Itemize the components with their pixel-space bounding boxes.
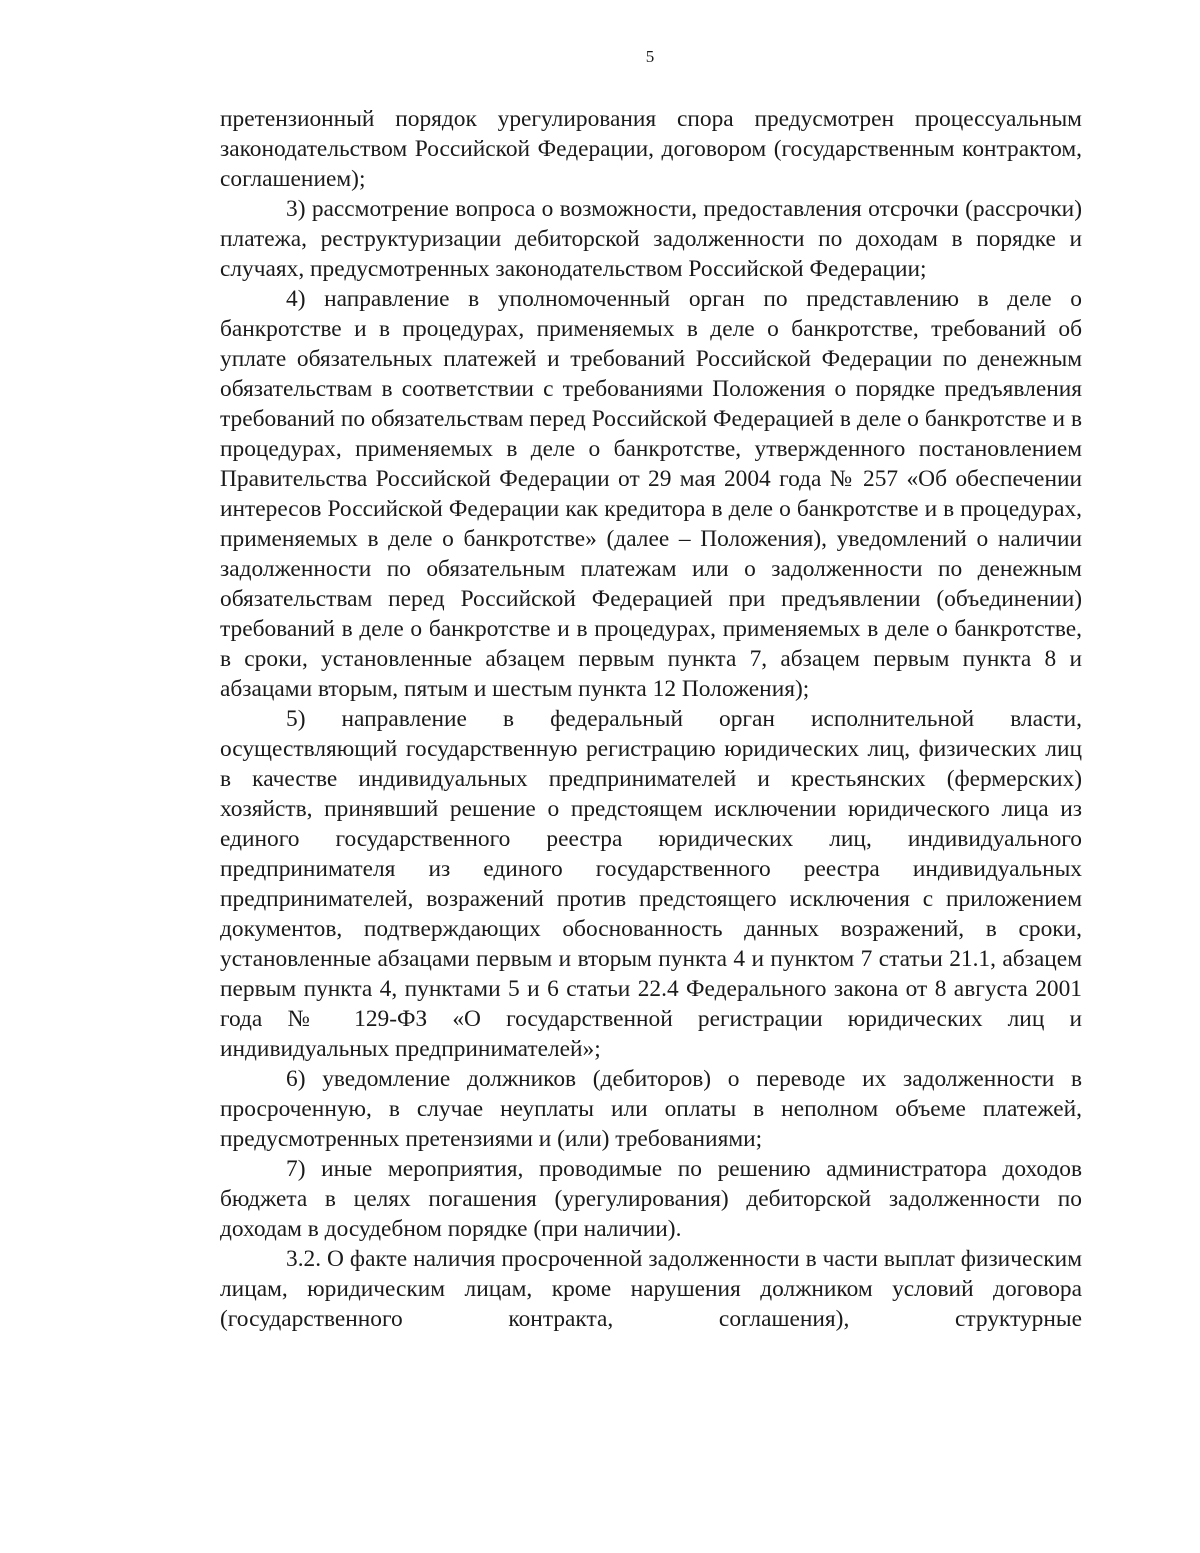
paragraph-item-5: 5) направление в федеральный орган исполнительной власти, осуществляющий государственную регистрацию юридических лиц, физических лиц в качестве индивидуальных предпринимателей и крестьянских (фермерских) хозяйств, принявший решение о предстоящем исключении юридического лица из единого государственного реестра юридических лиц, индивидуального предпринимателя из единого государственного реестра индивидуальных предпринимателей, возражений против предстоящего исключения с приложением документов, подтверждающих обоснованность данных возражений, в сроки, установленные абзацами первым и вторым пункта 4 и пунктом 7 статьи 21.1, абзацем первым пункта 4, пунктами 5 и 6 статьи 22.4 Федерального закона от 8 августа 2001 года № 129-ФЗ «О государственной регистрации юридических лиц и индивидуальных предпринимателей»; bbox=[220, 706, 1082, 1062]
paragraph-section-3-2: 3.2. О факте наличия просроченной задолженности в части выплат физическим лицам, юридическим лицам, кроме нарушения должником условий договора (государственного контракта, соглашения), структурные bbox=[220, 1246, 1082, 1332]
document-body bbox=[220, 104, 1082, 1334]
paragraph-item-6: 6) уведомление должников (дебиторов) о переводе их задолженности в просроченную, в случае неуплаты или оплаты в неполном объеме платежей, предусмотренных претензиями и (или) требованиями; bbox=[220, 1066, 1082, 1152]
paragraph-item-4: 4) направление в уполномоченный орган по представлению в деле о банкротстве и в процедурах, применяемых в деле о банкротстве, требований об уплате обязательных платежей и требований Российской Федерации по денежным обязательствам в соответствии с требованиями Положения о порядке предъявления требований по обязательствам перед Российской Федерацией в деле о банкротстве и в процедурах, применяемых в деле о банкротстве, утвержденного постановлением Правительства Российской Федерации от 29 мая 2004 года № 257 «Об обеспечении интересов Российской Федерации как кредитора в деле о банкротстве и в процедурах, применяемых в деле о банкротстве» (далее – Положения), уведомлений о наличии задолженности по обязательным платежам или о задолженности по денежным обязательствам перед Российской Федерацией при предъявлении (объединении) требований в деле о банкротстве и в процедурах, применяемых в деле о банкротстве, в сроки, установленные абзацем первым пункта 7, абзацем первым пункта 8 и абзацами вторым, пятым и шестым пункта 12 Положения); bbox=[220, 286, 1082, 702]
page-number: 5 bbox=[645, 47, 655, 66]
paragraph-item-7: 7) иные мероприятия, проводимые по решению администратора доходов бюджета в целях погашения (урегулирования) дебиторской задолженности по доходам в досудебном порядке (при наличии). bbox=[220, 1156, 1082, 1242]
paragraph-claim-procedure: претензионный порядок урегулирования спора предусмотрен процессуальным законодательством Российской Федерации, договором (государственным контрактом, соглашением); bbox=[220, 106, 1082, 192]
paragraph-item-3: 3) рассмотрение вопроса о возможности, предоставления отсрочки (рассрочки) платежа, реструктуризации дебиторской задолженности по доходам в порядке и случаях, предусмотренных законодательством Российской Федерации; bbox=[220, 196, 1082, 282]
